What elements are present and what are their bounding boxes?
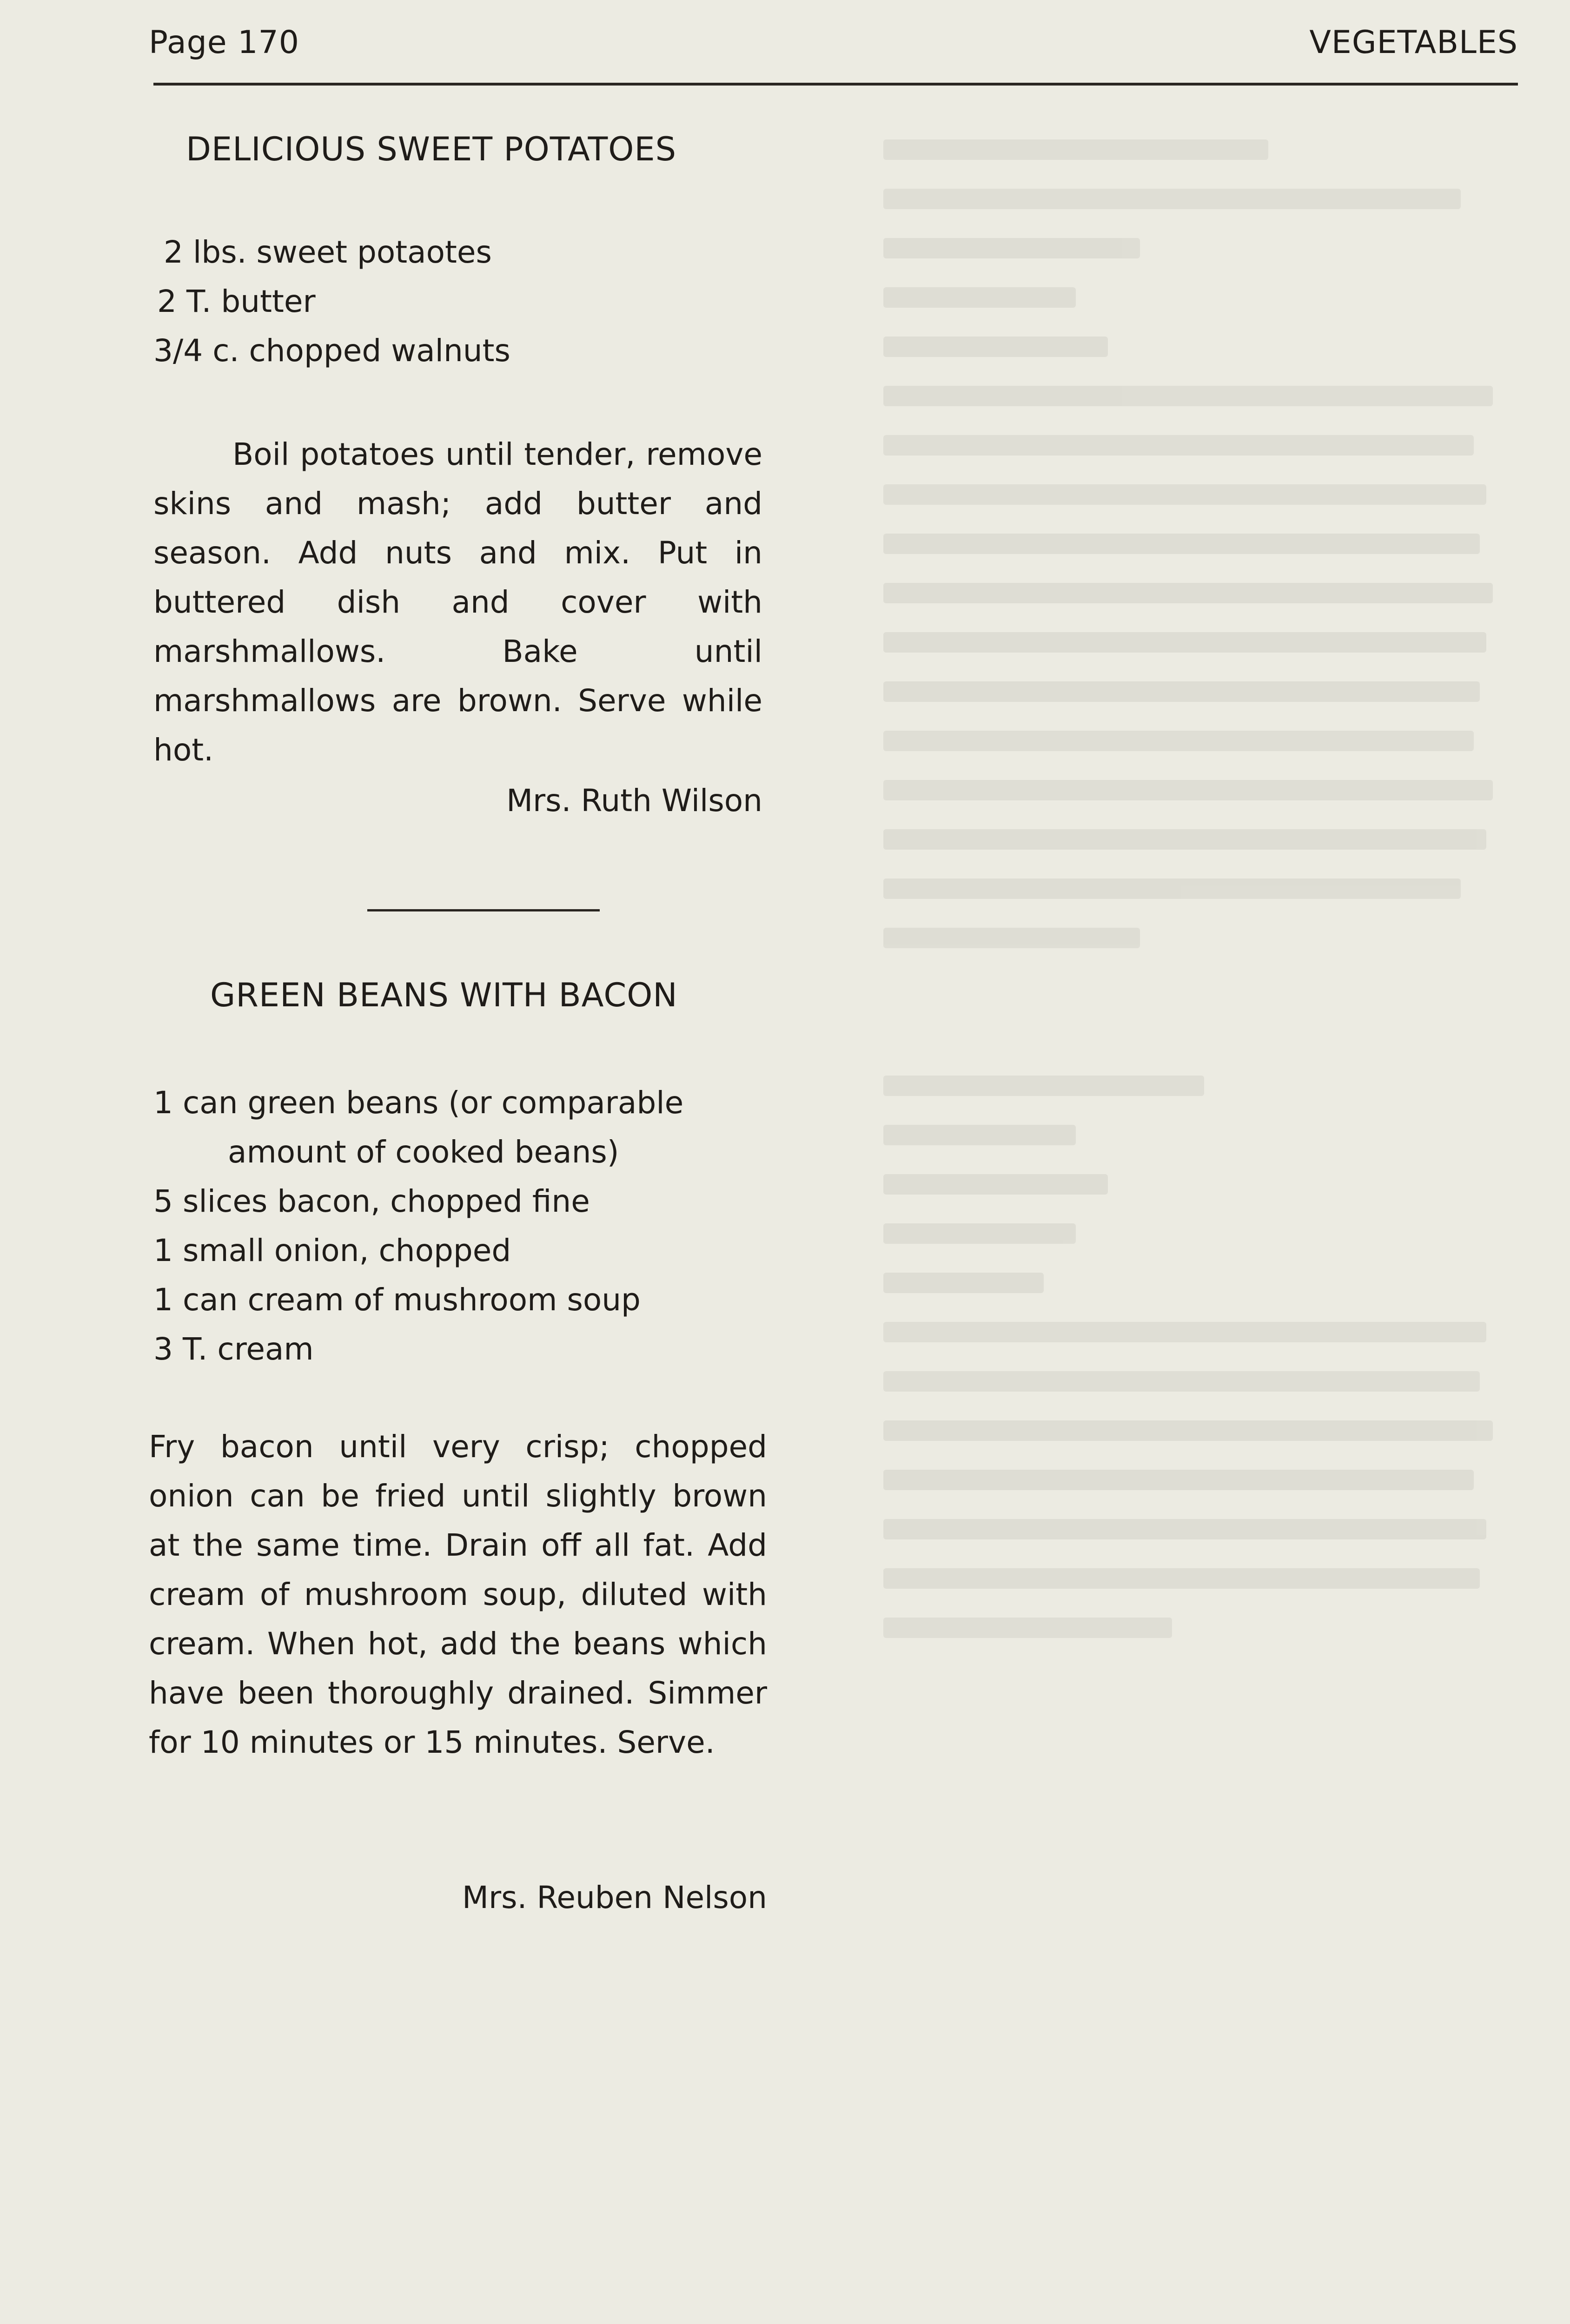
recipe-directions bbox=[153, 430, 762, 775]
bleed-through-texture bbox=[883, 139, 1525, 2324]
recipe-author: Mrs. Reuben Nelson bbox=[462, 1880, 767, 1915]
recipe-ingredients bbox=[153, 228, 776, 376]
header-rule bbox=[153, 83, 1518, 86]
ingredient-item: 3/4 c. chopped walnuts bbox=[153, 333, 510, 369]
ingredient-item: 2 lbs. sweet potaotes bbox=[164, 234, 492, 270]
section-title: VEGETABLES bbox=[1309, 24, 1518, 61]
directions-text: Boil potatoes until tender, remove skins and mash; add butter and season. Add nuts and mix. Put in buttered dish and cover with marshmallows. Bake until marshmallows are brown. Serve while hot. bbox=[153, 436, 762, 768]
ingredient-item: 1 can green beans (or comparable bbox=[153, 1085, 684, 1121]
ingredient-item: 3 T. cream bbox=[153, 1331, 314, 1367]
page-header bbox=[149, 24, 1518, 71]
recipe-title: DELICIOUS SWEET POTATOES bbox=[186, 130, 677, 168]
ingredient-item: amount of cooked beans) bbox=[228, 1134, 619, 1170]
page-number: Page 170 bbox=[149, 24, 300, 61]
ingredient-item: 2 T. butter bbox=[157, 284, 316, 319]
ingredient-item: 1 can cream of mushroom soup bbox=[153, 1282, 641, 1318]
recipe-divider bbox=[367, 909, 600, 911]
recipe-title: GREEN BEANS WITH BACON bbox=[210, 976, 678, 1014]
ingredient-item: 5 slices bacon, chopped fine bbox=[153, 1183, 590, 1219]
recipe-directions: Fry bacon until very crisp; chopped onion can be fried until slightly brown at the same time. Drain off all fat. Add cream of mushroom soup, diluted with cream. When hot, add the beans which have been thoroughly drained. Simmer for 10 minutes or 15 minutes. Serve. bbox=[149, 1429, 767, 1760]
recipe-ingredients bbox=[153, 1078, 776, 1374]
recipe-author: Mrs. Ruth Wilson bbox=[506, 783, 762, 819]
ingredient-item: 1 small onion, chopped bbox=[153, 1233, 511, 1268]
